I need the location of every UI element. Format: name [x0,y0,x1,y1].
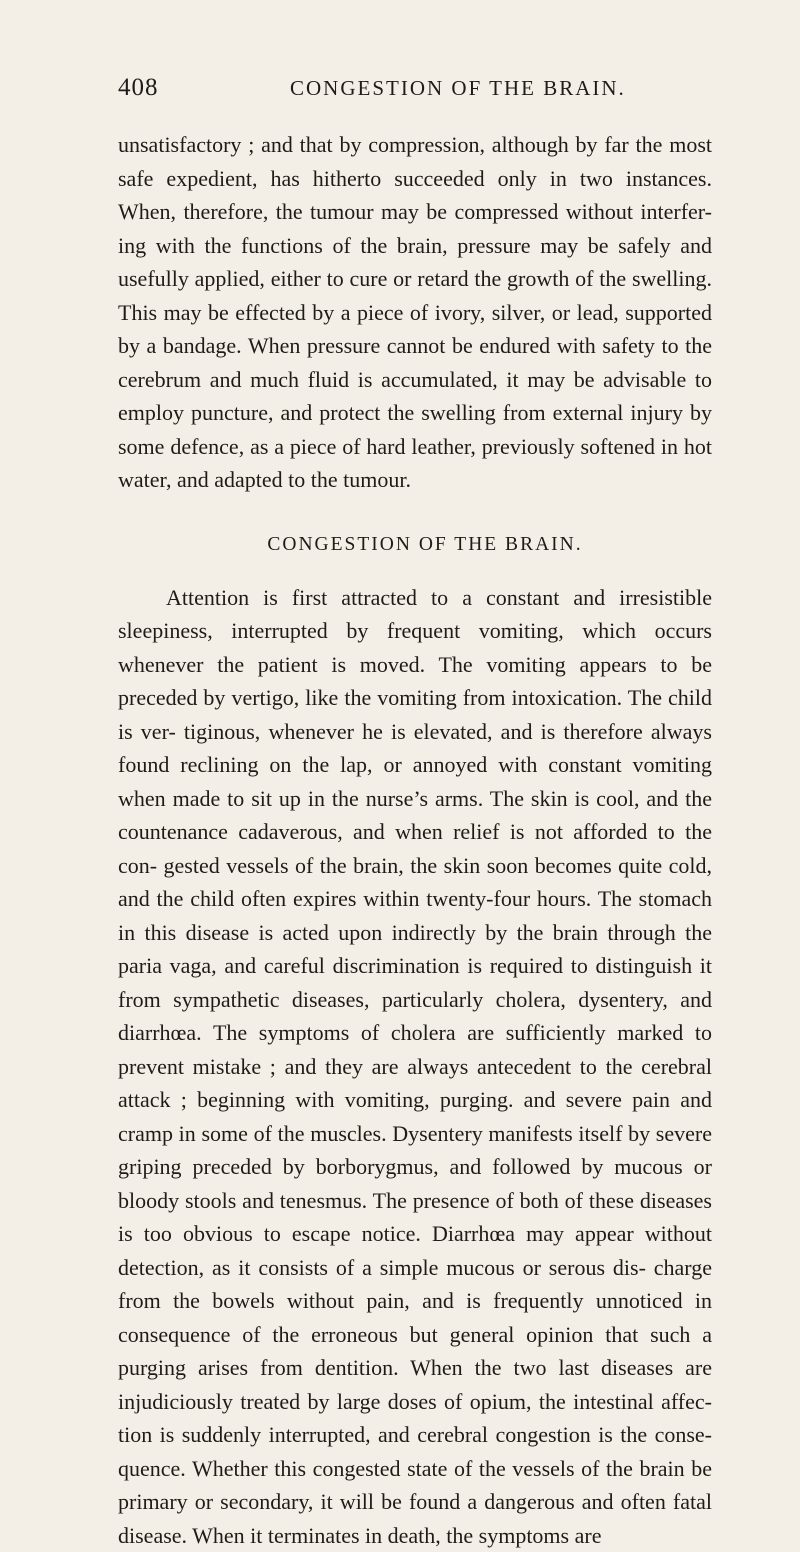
page-number: 408 [118,74,290,102]
paragraph-symptoms: Attention is first attracted to a constant and irresistible sleepiness, interrupted by frequent vomiting, which occurs whenever the patient is moved. The vomiting appears to be preceded by vertigo, like the vomiting from intoxication. The child is ver- tiginous, whenever he is elevated, and is therefore always found reclining on the lap, or annoyed with constant vomiting when made to sit up in the nurse’s arms. The skin is cool, and the countenance cadaverous, and when relief is not afforded to the con- gested vessels of the brain, the skin soon becomes quite cold, and the child often expires within twenty-four hours. The stomach in this disease is acted upon indirectly by the brain through the paria vaga, and careful discrimination is required to distinguish it from sympathetic diseases, particularly cholera, dysentery, and diarrhœa. The symptoms of cholera are sufficiently marked to prevent mistake ; and they are always antecedent to the cerebral attack ; beginning with vomiting, purging. and severe pain and cramp in some of the muscles. Dysentery manifests itself by severe griping preceded by borborygmus, and followed by mucous or bloody stools and tenesmus. The presence of both of these diseases is too obvious to escape notice. Diarrhœa may appear without detection, as it consists of a simple mucous or serous dis- charge from the bowels without pain, and is frequently unnoticed in consequence of the erroneous but general opinion that such a purging arises from dentition. When the two last diseases are injudiciously treated by large doses of opium, the intestinal affec- tion is suddenly interrupted, and cerebral congestion is the conse- quence. Whether this congested state of the vessels of the brain be primary or secondary, it will be found a dangerous and often fatal disease. When it terminates in death, the symptoms are [118,581,712,1552]
running-head [118,74,712,114]
running-title: CONGESTION OF THE BRAIN. [290,76,626,101]
paragraph-continuation: unsatisfactory ; and that by compression, although by far the most safe expedient, has hitherto succeeded only in two instances. When, therefore, the tumour may be compressed without interfer- ing with the functions of the brain, pressure may be safely and usefully applied, either to cure or retard the growth of the swelling. This may be effected by a piece of ivory, silver, or lead, supported by a bandage. When pressure cannot be endured with safety to the cerebrum and much fluid is accumulated, it may be advisable to employ puncture, and protect the swelling from external injury by some defence, as a piece of hard leather, previously softened in hot water, and adapted to the tumour. [118,128,712,497]
section-heading: CONGESTION OF THE BRAIN. [118,531,712,559]
